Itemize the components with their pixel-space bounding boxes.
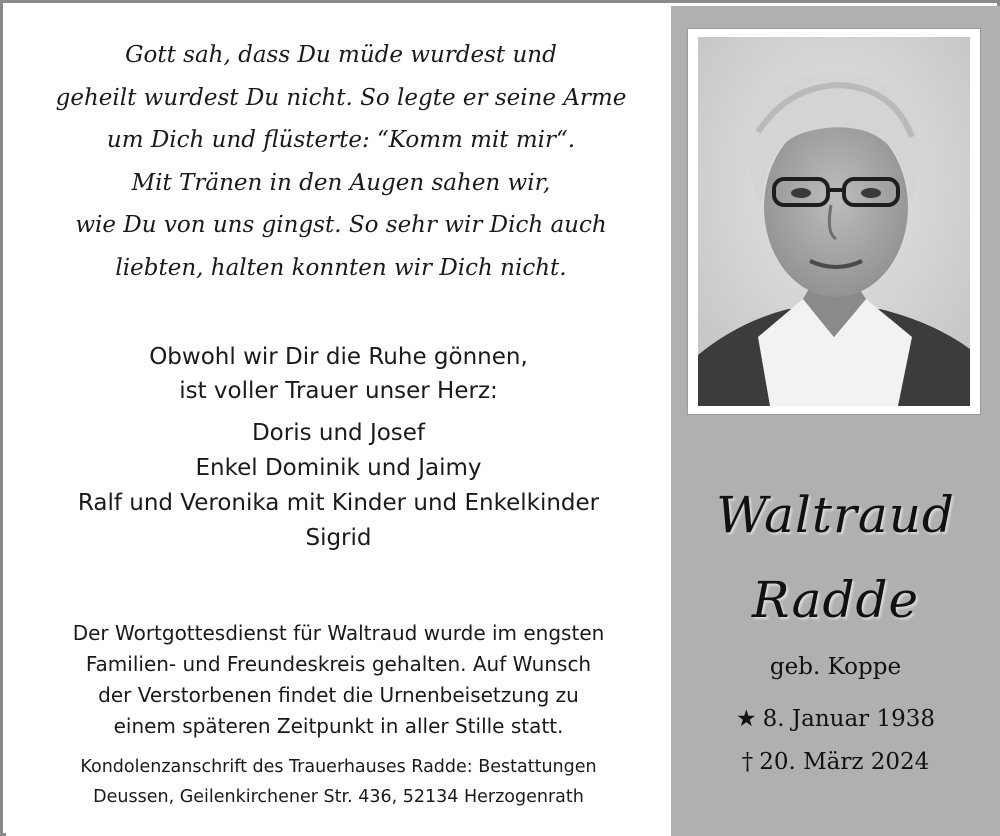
death-date: 20. März 2024	[759, 749, 930, 775]
mourner-name: Ralf und Veronika mit Kinder und Enkelkinder	[77, 490, 600, 516]
right-panel	[671, 6, 1000, 836]
poem-line: liebten, halten konnten wir Dich nicht.	[115, 254, 567, 281]
service-line: Der Wortgottesdienst für Waltraud wurde im engsten	[72, 621, 605, 645]
poem-line: um Dich und flüsterte: “Komm mit mir“.	[106, 127, 576, 153]
poem	[36, 34, 646, 289]
poem-line: Gott sah, dass Du müde wurdest und	[125, 42, 557, 68]
condolence-address	[6, 752, 671, 812]
star-icon: ★	[736, 706, 757, 732]
portrait-frame	[688, 29, 980, 414]
mourner-name: Doris und Josef	[251, 420, 426, 446]
mourner-names	[6, 416, 671, 556]
address-line: Deussen, Geilenkirchener Str. 436, 52134 Herzogenrath	[93, 787, 584, 807]
intro-line: Obwohl wir Dir die Ruhe gönnen,	[149, 344, 528, 370]
portrait-illustration	[698, 37, 970, 406]
maiden-name: geb. Koppe	[769, 654, 902, 680]
service-line: der Verstorbenen findet die Urnenbeisetzung zu	[98, 683, 579, 707]
birth-line	[671, 706, 1000, 732]
mourner-name: Enkel Dominik und Jaimy	[195, 455, 482, 481]
birth-date: 8. Januar 1938	[762, 706, 935, 732]
mourner-name: Sigrid	[305, 525, 372, 551]
address-line: Kondolenzanschrift des Trauerhauses Radde: Bestattungen	[80, 757, 597, 777]
poem-line: wie Du von uns gingst. So sehr wir Dich auch	[75, 212, 607, 238]
poem-line: Mit Tränen in den Augen sahen wir,	[131, 169, 551, 196]
portrait-photo	[698, 37, 970, 406]
intro-line: ist voller Trauer unser Herz:	[179, 378, 498, 404]
service-line: einem späteren Zeitpunkt in aller Stille statt.	[113, 714, 564, 738]
mourning-intro	[6, 340, 671, 408]
poem-line: geheilt wurdest Du nicht. So legte er seine Arme	[55, 84, 627, 111]
left-panel	[6, 6, 671, 836]
first-name: Waltraud	[716, 486, 955, 544]
cross-icon: †	[741, 749, 754, 775]
last-name: Radde	[751, 571, 920, 629]
service-notice	[6, 618, 671, 742]
death-line	[671, 749, 1000, 775]
service-line: Familien- und Freundeskreis gehalten. Auf Wunsch	[85, 652, 592, 676]
